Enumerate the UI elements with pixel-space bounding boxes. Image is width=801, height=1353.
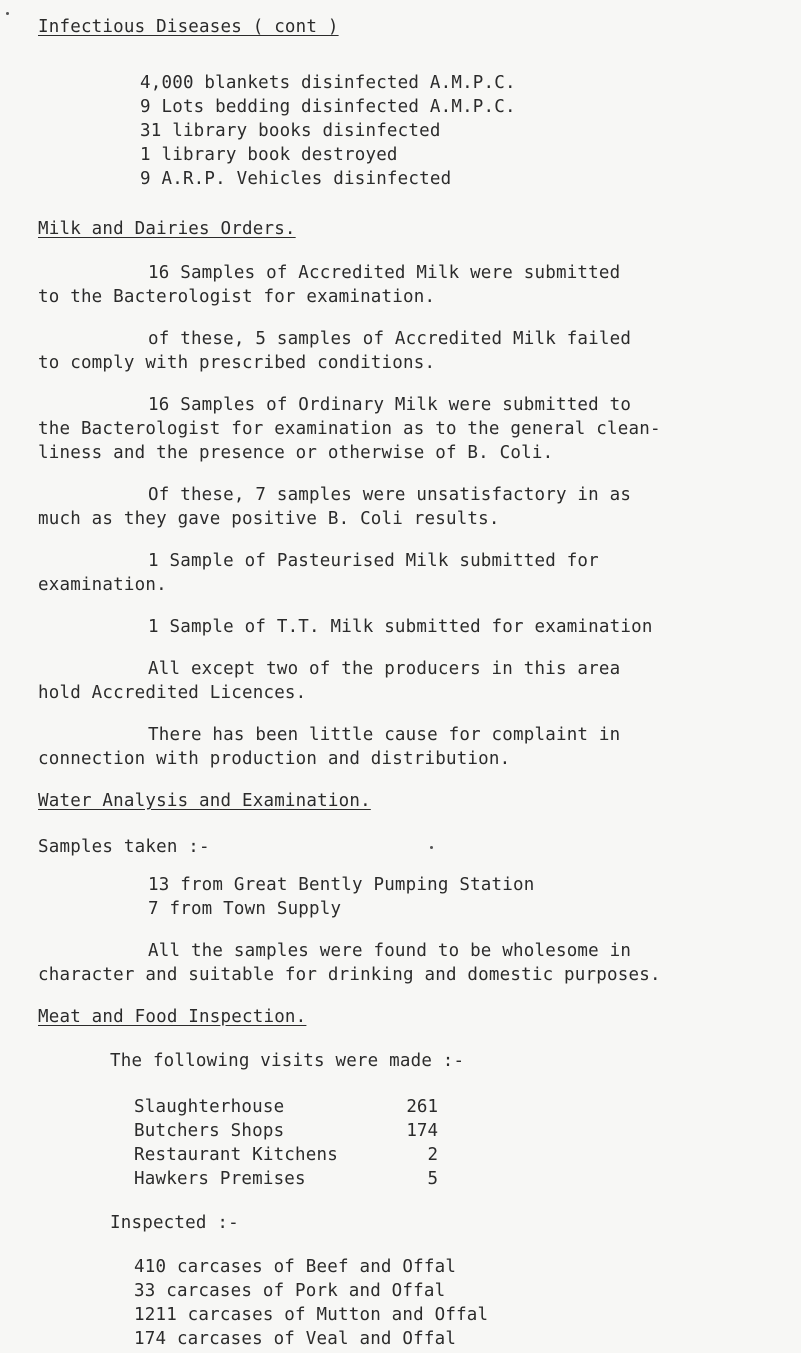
section-heading-infectious-diseases: Infectious Diseases ( cont ) xyxy=(38,17,339,37)
disinfection-line: 4,000 blankets disinfected A.M.P.C. xyxy=(140,73,516,93)
disinfection-line: 1 library book destroyed xyxy=(140,145,398,165)
paragraph-line: 16 Samples of Ordinary Milk were submitted to xyxy=(148,395,632,415)
disinfection-line: 9 A.R.P. Vehicles disinfected xyxy=(140,169,452,189)
paragraph-line: hold Accredited Licences. xyxy=(38,683,307,703)
paragraph-line: of these, 5 samples of Accredited Milk failed xyxy=(148,329,632,349)
paragraph-line: examination. xyxy=(38,575,167,595)
visit-count: 174 xyxy=(406,1121,438,1141)
paragraph-line: 1 Sample of T.T. Milk submitted for examination xyxy=(148,617,653,637)
paragraph-line: much as they gave positive B. Coli results. xyxy=(38,509,500,529)
paragraph-line: There has been little cause for complaint in xyxy=(148,725,621,745)
visit-count: 261 xyxy=(406,1097,438,1117)
visit-label: Butchers Shops xyxy=(134,1121,285,1141)
paragraph-line: All except two of the producers in this area xyxy=(148,659,621,679)
section-heading-meat: Meat and Food Inspection. xyxy=(38,1007,307,1027)
paragraph-line: The following visits were made :- xyxy=(110,1051,465,1071)
paragraph-line: character and suitable for drinking and domestic purposes. xyxy=(38,965,661,985)
inspected-line: 174 carcases of Veal and Offal xyxy=(134,1329,457,1349)
sample-line: 7 from Town Supply xyxy=(148,899,342,919)
disinfection-line: 31 library books disinfected xyxy=(140,121,441,141)
inspected-line: 410 carcases of Beef and Offal xyxy=(134,1257,457,1277)
visit-count: 5 xyxy=(427,1169,438,1189)
paragraph-line: connection with production and distribution. xyxy=(38,749,511,769)
paragraph-line: Of these, 7 samples were unsatisfactory in as xyxy=(148,485,632,505)
paragraph-line: liness and the presence or otherwise of B. Coli. xyxy=(38,443,554,463)
sample-line: 13 from Great Bently Pumping Station xyxy=(148,875,535,895)
paragraph-line: the Bacterologist for examination as to the general clean- xyxy=(38,419,661,439)
scan-speck xyxy=(6,12,9,15)
inspected-line: 1211 carcases of Mutton and Offal xyxy=(134,1305,489,1325)
disinfection-line: 9 Lots bedding disinfected A.M.P.C. xyxy=(140,97,516,117)
section-heading-milk: Milk and Dairies Orders. xyxy=(38,219,296,239)
visit-label: Hawkers Premises xyxy=(134,1169,306,1189)
paragraph-line: to comply with prescribed conditions. xyxy=(38,353,436,373)
paragraph-line: All the samples were found to be wholesome in xyxy=(148,941,632,961)
visit-label: Slaughterhouse xyxy=(134,1097,285,1117)
paragraph-line: Inspected :- xyxy=(110,1213,239,1233)
paragraph-line: to the Bacterologist for examination. xyxy=(38,287,436,307)
visit-label: Restaurant Kitchens xyxy=(134,1145,338,1165)
inspected-line: 33 carcases of Pork and Offal xyxy=(134,1281,446,1301)
paragraph-line: 1 Sample of Pasteurised Milk submitted for xyxy=(148,551,599,571)
section-heading-water: Water Analysis and Examination. xyxy=(38,791,371,811)
paragraph-line: Samples taken :- xyxy=(38,837,210,857)
scan-speck xyxy=(430,846,433,849)
visit-count: 2 xyxy=(427,1145,438,1165)
paragraph-line: 16 Samples of Accredited Milk were submitted xyxy=(148,263,621,283)
